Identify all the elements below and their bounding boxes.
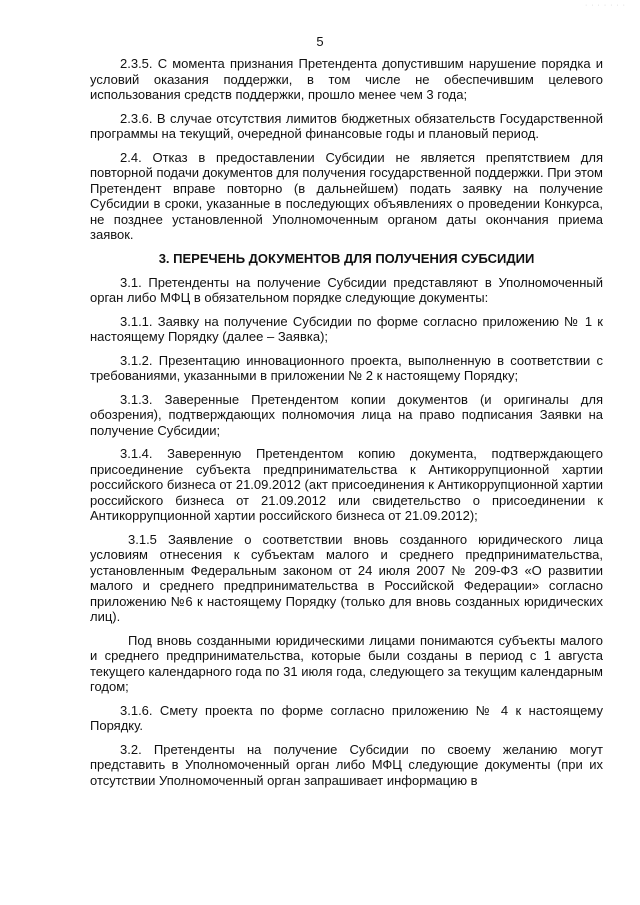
paragraph-2-3-5: 2.3.5. С момента признания Претендента допустившим нарушение порядка и условий оказания поддержки, в том числе не обеспечившим целевого использования средств поддержки, прошло менее чем 3 года; [90,56,603,102]
paragraph-3-1-2: 3.1.2. Презентацию инновационного проекта, выполненную в соответствии с требованиями, указанными в приложении № 2 к настоящему Порядку; [90,352,603,383]
paragraph-3-1-4: 3.1.4. Заверенную Претендентом копию документа, подтверждающего присоединение субъекта предпринимательства к Антикоррупционной хартии российского бизнеса от 21.09.2012 (акт присоединения к Антикоррупционной хартии российского бизнеса от 21.09.2012 или свидетельство о присоединении к Антикоррупционной хартии российского бизнеса от 21.09.2012); [90,446,603,523]
corner-mark: · · · · · · · [585,2,626,9]
paragraph-2-4: 2.4. Отказ в предоставлении Субсидии не является препятствием для повторной подачи документов для получения государственной поддержки. При этом Претендент вправе повторно (в дальнейшем) подать заявку на получение Субсидии в сроки, указанные в последующих объявлениях о проведении Конкурса, не позднее установленной Уполномоченным органом даты окончания приема заявок. [90,149,603,242]
paragraph-3-1: 3.1. Претенденты на получение Субсидии представляют в Уполномоченный орган либо МФЦ в обязательном порядке следующие документы: [90,274,603,305]
paragraph-3-1-5: 3.1.5 Заявление о соответствии вновь созданного юридического лица условиям отнесения к субъектам малого и среднего предпринимательства, установленным Федеральным законом от 24 июля 2007 № 209-ФЗ «О развитии малого и среднего предпринимательства в Российской Федерации» согласно приложению №6 к настоящему Порядку (только для вновь созданных юридических лиц). [90,531,603,624]
paragraph-3-1-6: 3.1.6. Смету проекта по форме согласно приложению № 4 к настоящему Порядку. [90,702,603,733]
section-heading-3: 3. ПЕРЕЧЕНЬ ДОКУМЕНТОВ ДЛЯ ПОЛУЧЕНИЯ СУБСИДИИ [158,250,535,266]
paragraph-2-3-6: 2.3.6. В случае отсутствия лимитов бюджетных обязательств Государственной программы на текущий, очередной финансовые годы и плановый период. [90,110,603,141]
paragraph-new-entities: Под вновь созданными юридическими лицами понимаются субъекты малого и среднего предпринимательства, которые были созданы в период с 1 августа текущего календарного года по 31 июля года, следующего за текущим календарным годом; [90,632,603,694]
page-number: 5 [316,34,324,49]
paragraph-3-2: 3.2. Претенденты на получение Субсидии по своему желанию могут представить в Уполномоченный орган либо МФЦ следующие документы (при их отсутствии Уполномоченный орган запрашивает информацию в [90,741,603,788]
paragraph-3-1-3: 3.1.3. Заверенные Претендентом копии документов (и оригиналы для обозрения), подтверждающих полномочия лица на право подписания Заявки на получение Субсидии; [90,391,603,438]
paragraph-3-1-1: 3.1.1. Заявку на получение Субсидии по форме согласно приложению № 1 к настоящему Порядку (далее – Заявка); [90,313,603,344]
document-body [90,56,603,796]
